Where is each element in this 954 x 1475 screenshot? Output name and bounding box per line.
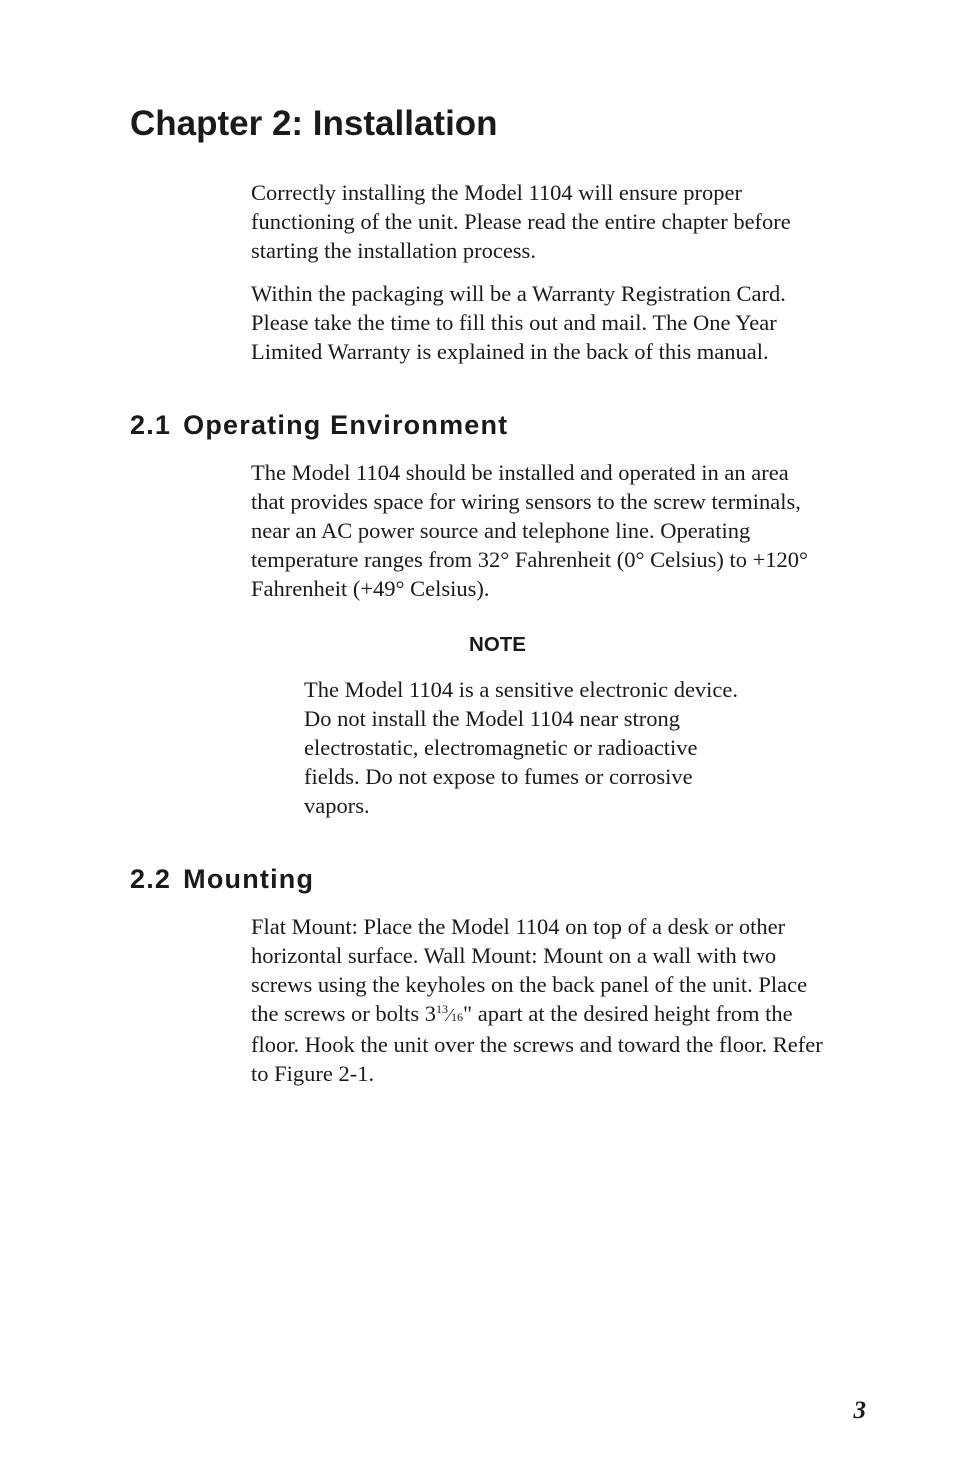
- text-line: Fahrenheit (+49° Celsius).: [251, 576, 490, 601]
- text-line: Limited Warranty is explained in the back of this manual.: [251, 339, 769, 364]
- text-line: vapors.: [304, 793, 370, 818]
- fraction-line-before: the screws or bolts 3: [251, 1001, 436, 1026]
- page-number: 3: [853, 1397, 866, 1424]
- operating-environment-paragraph: [251, 458, 871, 603]
- intro-paragraph-1: [251, 178, 871, 265]
- text-line: Please take the time to fill this out and mail. The One Year: [251, 310, 777, 335]
- text-line: electrostatic, electromagnetic or radioactive: [304, 735, 698, 760]
- note-label: NOTE: [469, 633, 526, 656]
- text-line: screws using the keyholes on the back panel of the unit. Place: [251, 972, 808, 997]
- text-line: Do not install the Model 1104 near strong: [304, 706, 680, 731]
- text-line: fields. Do not expose to fumes or corrosive: [304, 764, 693, 789]
- text-line: The Model 1104 should be installed and operated in an area: [251, 460, 789, 485]
- section-heading-operating-environment: [130, 409, 508, 441]
- text-line-fraction: [251, 999, 871, 1030]
- mounting-paragraph: [251, 912, 871, 1088]
- fraction-denominator: 16: [450, 1010, 463, 1024]
- text-line: The Model 1104 is a sensitive electronic device.: [304, 677, 739, 702]
- text-line: Correctly installing the Model 1104 will ensure proper: [251, 180, 742, 205]
- section-number: 2.2: [130, 864, 172, 894]
- fraction-slash: ⁄: [447, 1005, 451, 1025]
- section-heading-mounting: [130, 863, 314, 895]
- text-line: that provides space for wiring sensors to the screw terminals,: [251, 489, 801, 514]
- section-number: 2.1: [130, 410, 172, 440]
- chapter-title: Chapter 2: Installation: [130, 104, 498, 143]
- text-line: to Figure 2-1.: [251, 1061, 375, 1086]
- text-line: floor. Hook the unit over the screws and toward the floor. Refer: [251, 1032, 823, 1057]
- text-line: temperature ranges from 32° Fahrenheit (0° Celsius) to +120°: [251, 547, 809, 572]
- text-line: starting the installation process.: [251, 238, 536, 263]
- section-title: Operating Environment: [183, 410, 509, 440]
- text-line: horizontal surface. Wall Mount: Mount on a wall with two: [251, 943, 777, 968]
- text-line: functioning of the unit. Please read the entire chapter before: [251, 209, 791, 234]
- text-line: Flat Mount: Place the Model 1104 on top of a desk or other: [251, 914, 786, 939]
- note-body: [304, 675, 824, 820]
- text-line: near an AC power source and telephone line. Operating: [251, 518, 751, 543]
- fraction-numerator: 13: [435, 1002, 448, 1016]
- text-line: Within the packaging will be a Warranty Registration Card.: [251, 281, 786, 306]
- intro-paragraph-2: [251, 279, 871, 366]
- fraction-line-after: " apart at the desired height from the: [462, 1001, 793, 1026]
- section-title: Mounting: [183, 864, 315, 894]
